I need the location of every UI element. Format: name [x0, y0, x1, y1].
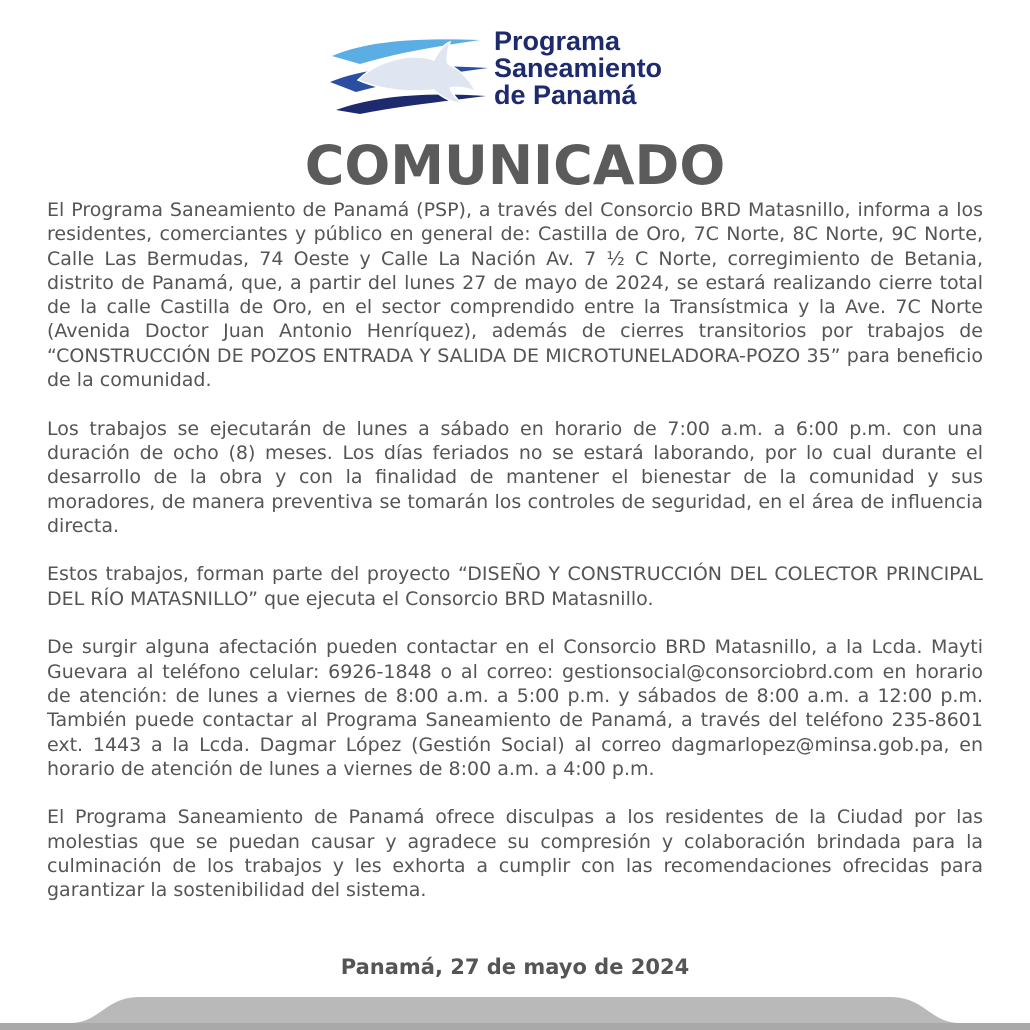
communique-body: [47, 198, 983, 927]
paragraph-5: El Programa Saneamiento de Panamá ofrece disculpas a los residentes de la Ciudad por las molestias que se puedan causar y agradece su compresión y colaboración brindada para la culminación de los trabajos y les exhorta a cumplir con las recomendaciones ofrecidas para garantizar la sostenibilidad del sistema.: [47, 806, 983, 902]
logo-line-1: Programa: [494, 26, 621, 56]
page-title: COMUNICADO: [304, 134, 726, 197]
paragraph-4: De surgir alguna afectación pueden contactar en el Consorcio BRD Matasnillo, a la Lcda. Mayti Guevara al teléfono celular: 6926-1848 o al correo: gestionsocial@consorciobrd.com en horario de atención: de lunes a viernes de 8:00 a.m. a 5:00 p.m. y sábados de 8:00 a.m. a 12:00 p.m. También puede contactar al Programa Saneamiento de Panamá, a través del teléfono 235-8601 ext. 1443 a la Lcda. Dagmar López (Gestión Social) al correo dagmarlopez@minsa.gob.pa, en horario de atención de lunes a viernes de 8:00 a.m. a 4:00 p.m.: [47, 636, 983, 780]
header-logo: [330, 26, 730, 118]
logo-line-2: Saneamiento: [494, 53, 663, 83]
dolphin-waves-icon: [330, 30, 490, 114]
paragraph-1: El Programa Saneamiento de Panamá (PSP), a través del Consorcio BRD Matasnillo, informa a los residentes, comerciantes y público en general de: Castilla de Oro, 7C Norte, 8C Norte, 9C Norte, Calle Las Bermudas, 74 Oeste y Calle La Nación Av. 7 ½ C Norte, corregimiento de Betania, distrito de Panamá, que, a partir del lunes 27 de mayo de 2024, se estará realizando cierre total de la calle Castilla de Oro, en el sector comprendido entre la Transístmica y la Ave. 7C Norte (Avenida Doctor Juan Antonio Henríquez), además de cierres transitorios por trabajos de “CONSTRUCCIÓN DE POZOS ENTRADA Y SALIDA DE MICROTUNELADORA-POZO 35” para beneficio de la comunidad.: [47, 199, 983, 392]
paragraph-3: Estos trabajos, forman parte del proyecto “DISEÑO Y CONSTRUCCIÓN DEL COLECTOR PRINCIPAL DEL RÍO MATASNILLO” que ejecuta el Consorcio BRD Matasnillo.: [47, 563, 983, 610]
paragraph-2: Los trabajos se ejecutarán de lunes a sábado en horario de 7:00 a.m. a 6:00 p.m. con una duración de ocho (8) meses. Los días feriados no se estará laborando, por lo cual durante el desarrollo de la obra y con la finalidad de mantener el bienestar de la comunidad y sus moradores, de manera preventiva se tomarán los controles de seguridad, en el área de influencia directa.: [47, 417, 983, 537]
date-line: Panamá, 27 de mayo de 2024: [340, 955, 690, 979]
footer-band: [0, 995, 1030, 1030]
logo-wordmark: [494, 28, 662, 109]
logo-line-3: de Panamá: [494, 80, 637, 110]
